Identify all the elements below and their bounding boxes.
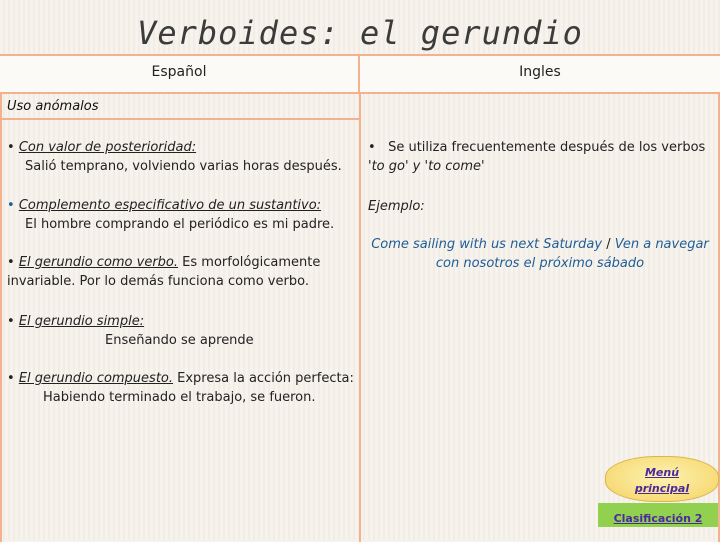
header-ingles (360, 56, 720, 94)
uso-anomalos-label: Uso anómalos (7, 99, 99, 114)
example-separator: / (602, 237, 615, 252)
bullet: • (7, 314, 15, 329)
example-spanish: Ven a navegar (614, 237, 709, 252)
item-example: Salió temprano, volviendo varias horas después. (25, 159, 342, 174)
header-espanol-label: Español (151, 64, 207, 80)
item-compuesto (7, 369, 357, 407)
item-text: Es morfológicamente (178, 255, 321, 270)
usage-verbs: 'to go' y 'to come' (368, 159, 485, 174)
table-border-left (0, 56, 2, 542)
bullet: • (7, 198, 15, 213)
menu-label-line2: principal (634, 482, 690, 495)
clasificacion-label: Clasificación 2 (613, 512, 703, 525)
item-title: Complemento especificativo de un sustantivo: (18, 198, 322, 213)
item-example: Enseñando se aprende (105, 333, 254, 348)
bullet: • (368, 140, 376, 155)
item-title: El gerundio simple: (18, 314, 145, 329)
item-complemento (7, 196, 357, 234)
item-posterioridad (7, 138, 357, 176)
ejemplo-label: Ejemplo: (368, 199, 425, 214)
menu-principal-button[interactable] (605, 456, 719, 502)
clasificacion-button[interactable] (598, 503, 718, 527)
item-title: El gerundio como verbo. (18, 255, 179, 270)
item-como-verbo (7, 253, 357, 291)
item-title: El gerundio compuesto. (18, 371, 174, 386)
item-text-line2: invariable. Por lo demás funciona como verbo. (7, 274, 309, 289)
item-example: Habiendo terminado el trabajo, se fueron. (43, 390, 316, 405)
example-spanish-line2: con nosotros el próximo sábado (435, 256, 645, 271)
item-text: Expresa la acción perfecta: (173, 371, 354, 386)
bullet: • (7, 140, 15, 155)
item-title: Con valor de posterioridad: (18, 140, 197, 155)
bullet: • (7, 255, 15, 270)
menu-label-line1: Menú (644, 466, 680, 479)
ingles-example (364, 235, 716, 273)
bullet: • (7, 371, 15, 386)
header-ingles-label: Ingles (519, 64, 561, 80)
usage-text: Se utiliza frecuentemente después de los verbos (388, 140, 706, 155)
uso-anomalos-row (0, 94, 360, 120)
table-divider (359, 94, 361, 542)
item-example: El hombre comprando el periódico es mi padre. (25, 217, 335, 232)
header-espanol (0, 56, 360, 94)
page-title: Verboides: el gerundio (137, 14, 583, 52)
item-simple (7, 312, 357, 350)
example-english: Come sailing with us next Saturday (371, 237, 603, 252)
ingles-usage (368, 138, 716, 176)
